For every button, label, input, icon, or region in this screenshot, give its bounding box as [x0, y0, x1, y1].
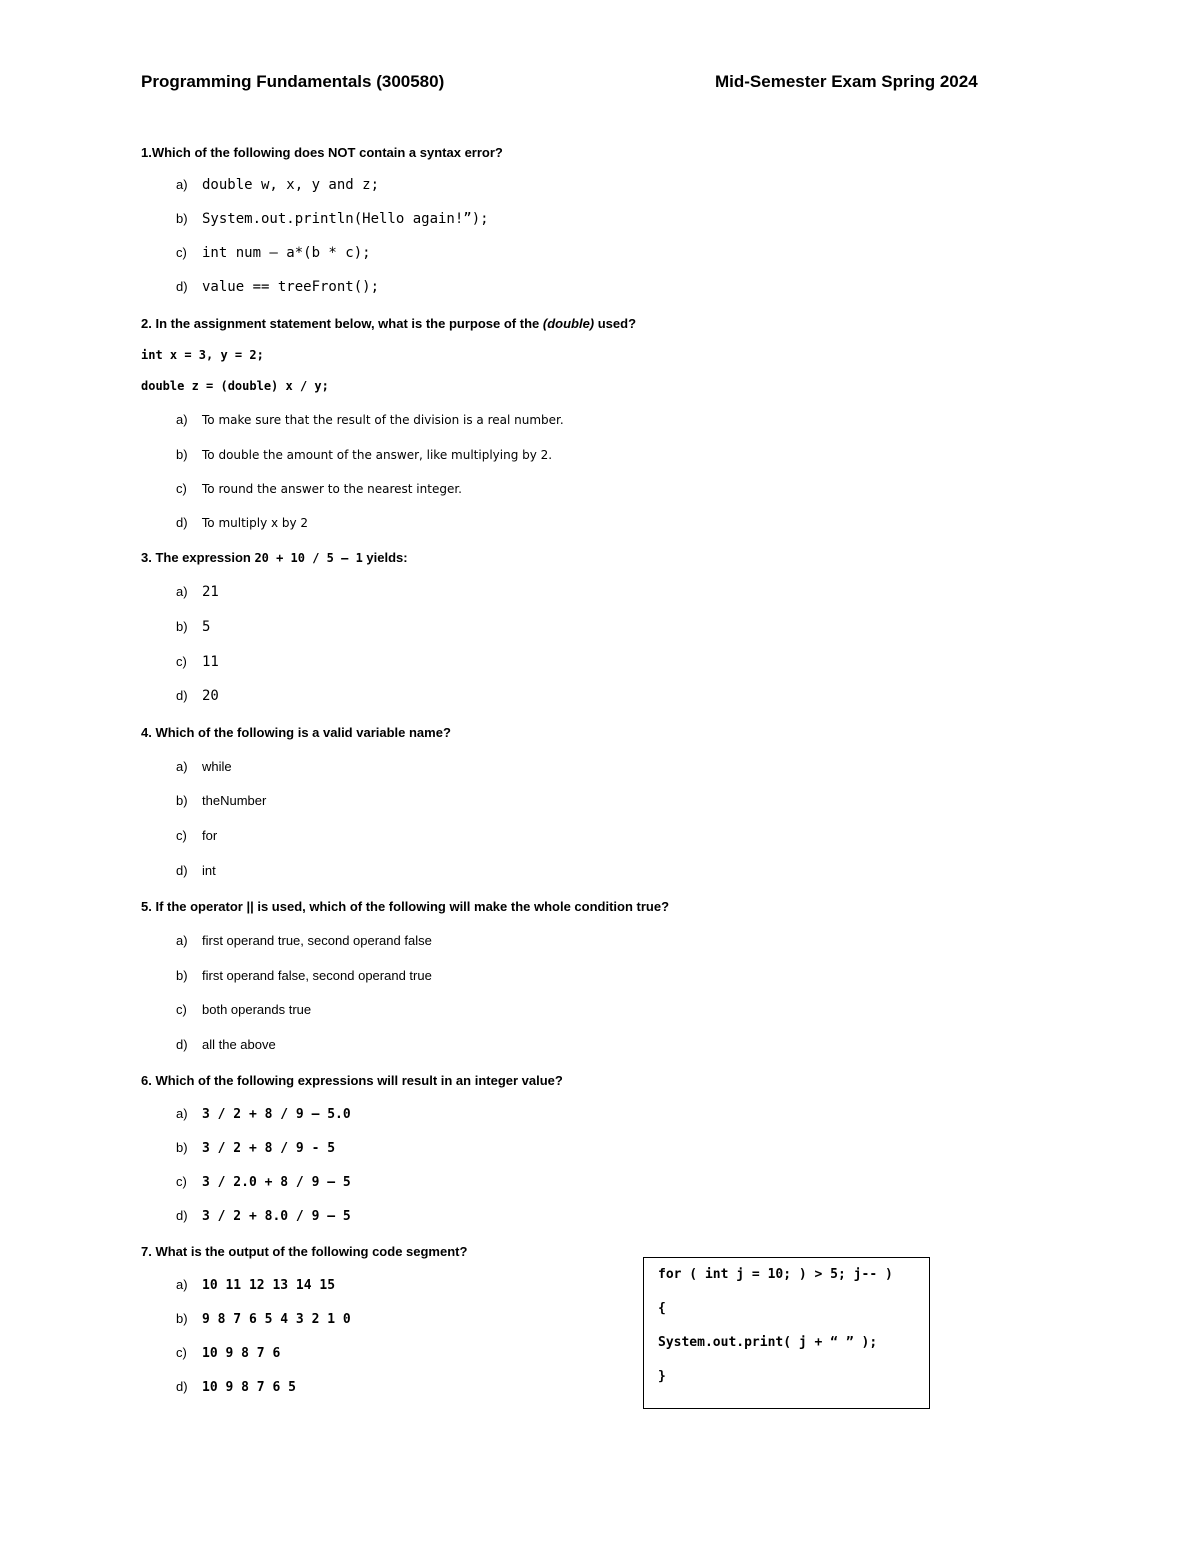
option-text: int num – a*(b * c);: [202, 245, 371, 261]
option-letter: d): [176, 1379, 188, 1394]
option-letter: d): [176, 863, 188, 878]
code-line-1: for ( int j = 10; ) > 5; j-- ): [658, 1267, 893, 1282]
code-line-3: System.out.print( j + “ ” );: [658, 1335, 878, 1350]
code-line-4: }: [658, 1369, 666, 1384]
q7-option-b: [176, 1311, 351, 1327]
option-text: System.out.println(Hello again!”);: [202, 211, 489, 227]
q6-option-d: [176, 1208, 351, 1224]
q6-option-c: [176, 1174, 351, 1190]
q4-option-a: [176, 759, 232, 774]
option-text: first operand true, second operand false: [202, 933, 432, 948]
q2-option-a: [176, 412, 564, 427]
option-text: theNumber: [202, 793, 267, 808]
q2-code-line-1: int x = 3, y = 2;: [141, 348, 264, 362]
question-1: 1.Which of the following does NOT contain a syntax error?: [141, 145, 503, 160]
option-letter: c): [176, 245, 187, 260]
option-letter: a): [176, 1106, 188, 1121]
question-4: 4. Which of the following is a valid variable name?: [141, 725, 451, 740]
option-letter: a): [176, 412, 188, 427]
option-letter: b): [176, 1140, 188, 1155]
option-letter: a): [176, 177, 188, 192]
option-letter: c): [176, 828, 187, 843]
option-text: 10 9 8 7 6: [202, 1346, 281, 1361]
option-text: 20: [202, 688, 219, 704]
question-text: 2. In the assignment statement below, what is the purpose of the: [141, 316, 543, 331]
q1-option-d: [176, 279, 379, 295]
option-letter: b): [176, 968, 188, 983]
option-text: 9 8 7 6 5 4 3 2 1 0: [202, 1312, 351, 1327]
option-text: 10 9 8 7 6 5: [202, 1380, 296, 1395]
option-text: To multiply x by 2: [202, 516, 309, 530]
question-5: 5. If the operator || is used, which of the following will make the whole condition true?: [141, 899, 670, 914]
q7-option-d: [176, 1379, 296, 1395]
option-text: To double the amount of the answer, like multiplying by 2.: [202, 448, 553, 462]
q5-option-c: [176, 1002, 311, 1017]
option-text: 10 11 12 13 14 15: [202, 1278, 336, 1293]
option-letter: d): [176, 1208, 188, 1223]
question-text: 3. The expression: [141, 550, 255, 565]
option-letter: b): [176, 447, 188, 462]
q2-code-line-2: double z = (double) x / y;: [141, 379, 329, 393]
code-line-2: {: [658, 1301, 666, 1316]
q6-option-a: [176, 1106, 351, 1122]
q1-option-c: [176, 245, 371, 261]
question-3: [141, 550, 408, 565]
exam-title: Mid-Semester Exam Spring 2024: [715, 72, 978, 91]
q5-option-d: [176, 1037, 276, 1052]
option-text: for: [202, 828, 218, 843]
option-text: 5: [202, 619, 211, 635]
q3-option-a: [176, 584, 219, 600]
question-expression: 20 + 10 / 5 – 1: [254, 551, 363, 565]
option-letter: b): [176, 793, 188, 808]
option-letter: a): [176, 1277, 188, 1292]
q5-option-b: [176, 968, 432, 983]
option-letter: a): [176, 759, 188, 774]
question-text: yields:: [362, 550, 408, 565]
question-emphasis: (double): [542, 316, 595, 331]
option-letter: c): [176, 481, 187, 496]
q5-option-a: [176, 933, 432, 948]
course-title: Programming Fundamentals (300580): [141, 72, 445, 91]
option-letter: c): [176, 1345, 187, 1360]
option-letter: a): [176, 584, 188, 599]
option-text: both operands true: [202, 1002, 312, 1017]
q7-option-a: [176, 1277, 335, 1293]
option-letter: c): [176, 654, 187, 669]
q1-option-a: [176, 177, 379, 193]
option-letter: d): [176, 279, 188, 294]
option-letter: a): [176, 933, 188, 948]
question-6: 6. Which of the following expressions will result in an integer value?: [141, 1073, 563, 1088]
q4-option-d: [176, 863, 216, 878]
option-text: 3 / 2 + 8 / 9 – 5.0: [202, 1107, 351, 1122]
option-text: first operand false, second operand true: [202, 968, 432, 983]
q2-option-c: [176, 481, 462, 496]
q6-option-b: [176, 1140, 335, 1156]
option-text: while: [202, 759, 232, 774]
q7-option-c: [176, 1345, 280, 1361]
option-text: 21: [202, 584, 219, 600]
option-text: 3 / 2 + 8 / 9 - 5: [202, 1141, 336, 1156]
option-letter: d): [176, 1037, 188, 1052]
option-letter: c): [176, 1174, 187, 1189]
option-text: value == treeFront();: [202, 279, 380, 295]
option-text: all the above: [202, 1037, 276, 1052]
question-7: 7. What is the output of the following code segment?: [141, 1244, 468, 1259]
question-text: used?: [594, 316, 637, 331]
q3-option-d: [176, 688, 219, 704]
option-text: To make sure that the result of the division is a real number.: [202, 413, 564, 427]
option-letter: d): [176, 515, 188, 530]
option-text: double w, x, y and z;: [202, 177, 380, 193]
q4-option-c: [176, 828, 217, 843]
q3-option-c: [176, 654, 219, 670]
option-text: 3 / 2.0 + 8 / 9 – 5: [202, 1175, 351, 1190]
option-text: int: [202, 863, 216, 878]
option-text: To round the answer to the nearest integer.: [202, 482, 462, 496]
q2-option-d: [176, 515, 308, 530]
option-letter: b): [176, 211, 188, 226]
q7-code-box: [643, 1257, 930, 1409]
q1-option-b: [176, 211, 489, 227]
q2-option-b: [176, 447, 552, 462]
option-letter: c): [176, 1002, 187, 1017]
option-letter: b): [176, 619, 188, 634]
question-2: [141, 316, 636, 331]
option-text: 3 / 2 + 8.0 / 9 – 5: [202, 1209, 351, 1224]
q4-option-b: [176, 793, 266, 808]
option-text: 11: [202, 654, 219, 670]
option-letter: d): [176, 688, 188, 703]
option-letter: b): [176, 1311, 188, 1326]
q3-option-b: [176, 619, 210, 635]
